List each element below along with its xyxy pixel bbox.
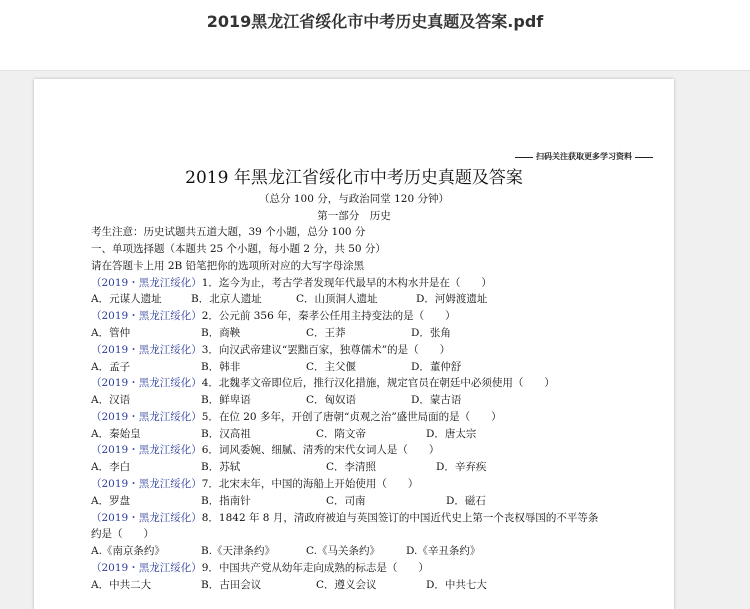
promo-dash-right [635,157,653,158]
part-heading: 第一部分 历史 [317,210,391,222]
question-text: 2．公元前 356 年，秦孝公任用主持变法的是（ ） [201,310,456,322]
option-b: B．鲜卑语 [201,394,251,406]
option-b: B．韩非 [201,361,241,373]
option-a: A．汉语 [91,394,131,406]
option-d: D．中共七大 [426,579,487,591]
option-a: A．元谋人遗址 [91,293,162,305]
question-6 [91,442,439,457]
question-4 [91,375,555,390]
option-a: A．秦始皇 [91,428,141,440]
option-a: A．管仲 [91,327,131,339]
question-2 [91,308,456,323]
question-text: 6．词风委婉、细腻、清秀的宋代女词人是（ ） [201,444,440,456]
option-b: B．汉高祖 [201,428,251,440]
question-tag: （2019・黑龙江绥化） [91,310,202,322]
promo-banner [512,151,656,162]
question-8 [91,510,598,525]
option-d: D．辛弃疾 [436,461,487,473]
option-d: D.《辛丑条约》 [406,545,481,557]
option-d: D．蒙古语 [411,394,462,406]
question-tag: （2019・黑龙江绥化） [91,444,202,456]
section-heading: 一、单项选择题（本题共 25 个小题，每小题 2 分，共 50 分） [91,243,386,255]
option-b: B．苏轼 [201,461,241,473]
option-a: A．李白 [91,461,131,473]
option-d: D．张角 [411,327,451,339]
question-3 [91,342,450,357]
question-tag: （2019・黑龙江绥化） [91,344,202,356]
top-bar [0,0,750,71]
question-tag: （2019・黑龙江绥化） [91,562,202,574]
option-b: B．北京人遗址 [191,293,262,305]
option-b: B．古田会议 [201,579,262,591]
option-a: A.《南京条约》 [91,545,165,557]
option-d: D．唐太宗 [426,428,477,440]
question-7 [91,476,418,491]
document-title: 2019 年黑龙江省绥化市中考历史真题及答案 [185,168,523,188]
option-c: C．遵义会议 [316,579,377,591]
document-subtitle: （总分 100 分，与政治同堂 120 分钟） [259,193,449,205]
question-5 [91,409,502,424]
file-title: 2019黑龙江省绥化市中考历史真题及答案.pdf [206,12,544,31]
option-d: D．董仲舒 [411,361,462,373]
option-a: A．孟子 [91,361,131,373]
question-text: 5．在位 20 多年，开创了唐朝“贞观之治”盛世局面的是（ ） [201,411,502,423]
option-d: D．磁石 [446,495,486,507]
option-b: B．商鞅 [201,327,241,339]
question-text: 9．中国共产党从幼年走向成熟的标志是（ ） [201,562,429,574]
option-c: C．李清照 [326,461,377,473]
instruction-text: 请在答题卡上用 2B 铅笔把你的选项所对应的大写字母涂黑 [91,260,365,272]
question-1 [91,275,492,290]
option-b: B．指南针 [201,495,251,507]
question-8-continued: 约是（ ） [91,528,154,540]
question-tag: （2019・黑龙江绥化） [91,478,202,490]
document-page [34,79,674,609]
question-9 [91,560,429,575]
exam-note: 考生注意：历史试题共五道大题，39 个小题，总分 100 分 [91,226,366,238]
option-c: C．山顶洞人遗址 [296,293,378,305]
question-tag: （2019・黑龙江绥化） [91,377,202,389]
question-text: 8．1842 年 8 月，清政府被迫与英国签订的中国近代史上第一个丧权辱国的不平等条 [201,512,599,524]
option-c: C.《马关条约》 [306,545,380,557]
option-c: C．匈奴语 [306,394,357,406]
question-text: 3．向汉武帝建议“罢黜百家，独尊儒术”的是（ ） [201,344,451,356]
question-text: 4．北魏孝文帝即位后，推行汉化措施，规定官员在朝廷中必须使用（ ） [201,377,555,389]
option-c: C．司南 [326,495,366,507]
option-a: A．罗盘 [91,495,131,507]
question-tag: （2019・黑龙江绥化） [91,411,202,423]
option-b: B.《天津条约》 [201,545,276,557]
option-c: C．主父偃 [306,361,357,373]
option-d: D．河姆渡遗址 [416,293,488,305]
promo-text: 扫码关注获取更多学习资料 [536,151,632,161]
question-tag: （2019・黑龙江绥化） [91,512,202,524]
question-tag: （2019・黑龙江绥化） [91,277,202,289]
option-c: C．隋文帝 [316,428,367,440]
question-text: 1．迄今为止，考古学者发现年代最早的木构水井是在（ ） [201,277,492,289]
question-text: 7．北宋末年，中国的海船上开始使用（ ） [201,478,419,490]
option-a: A．中共二大 [91,579,152,591]
option-c: C．王莽 [306,327,346,339]
promo-dash-left [515,157,533,158]
